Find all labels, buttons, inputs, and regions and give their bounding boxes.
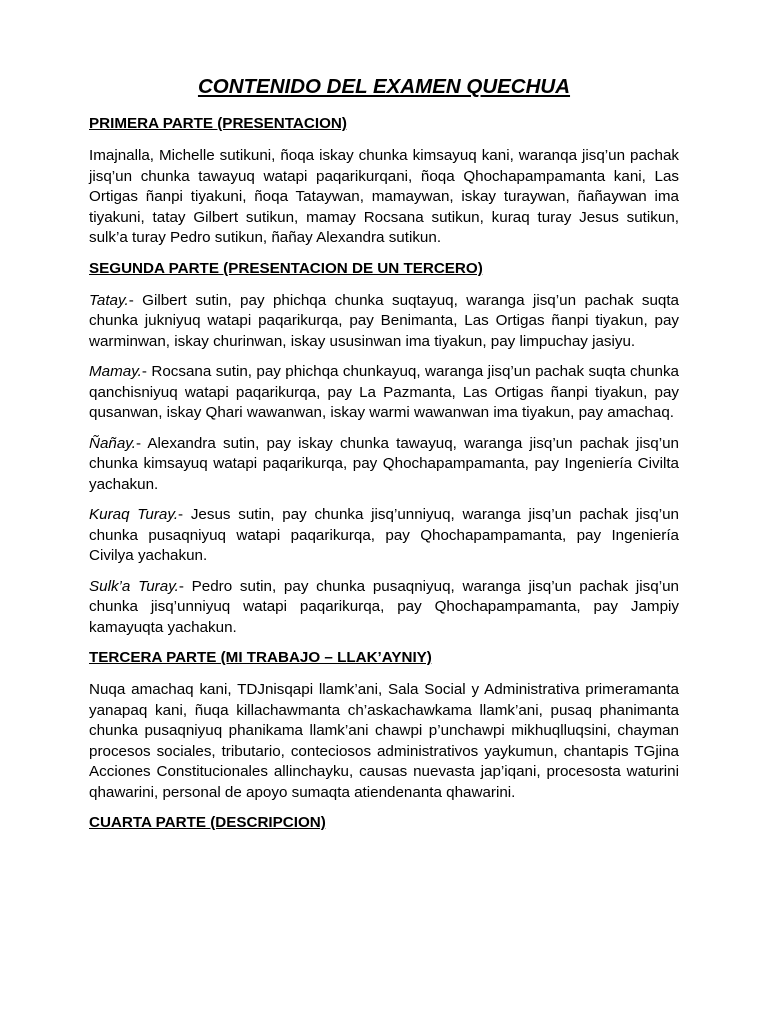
- section-tercera-parte: [89, 648, 679, 803]
- paragraph-label: Tatay.: [89, 291, 129, 309]
- section-heading: SEGUNDA PARTE (PRESENTACION DE UN TERCERO): [89, 259, 483, 277]
- paragraph-text: - Pedro sutin, pay chunka pusaqniyuq, waranga jisq’un pachak jisq’un chunka jisq’unniyuq watapi paqarikurqa, pay Qhochapampamanta, pay Jampiy kamayuqta yachakun.: [89, 577, 679, 636]
- paragraph: [89, 291, 679, 353]
- paragraph-label: Mamay.: [89, 363, 142, 380]
- paragraph-label: Sulk’a Turay.: [89, 577, 179, 595]
- paragraph-text: - Jesus sutin, pay chunka jisq’unniyuq, waranga jisq’un pachak jisq’un chunka pusaqniyuq watapi paqarikurqa, pay Qhochapampamanta, pay Ingeniería Civilya yachakun.: [89, 506, 679, 564]
- section-heading: PRIMERA PARTE (PRESENTACION): [89, 115, 347, 132]
- paragraph-label: Ñañay.: [89, 434, 136, 452]
- document-title: CONTENIDO DEL EXAMEN QUECHUA: [197, 75, 571, 98]
- paragraph-text: - Rocsana sutin, pay phichqa chunkayuq, waranga jisq’un pachak suqta chunka qanchisniyuq watapi paqarikurqa, pay La Pazmanta, Las Ortigas ñanpi tiyakun, pay qusanwan, iskay Qhari wawanwan, iskay warmi wawanwan ima tiyakun, pay amachaq.: [89, 363, 679, 421]
- paragraph-text: - Gilbert sutin, pay phichqa chunka suqtayuq, waranga jisq’un pachak suqta chunka jukniyuq watapi paqarikurqa, pay Benimanta, Las Ortigas ñanpi tiyakun, pay warminwan, iskay churinwan, iskay ususinwan ima tiyakun, pay limpuchay jasiyu.: [89, 291, 679, 350]
- paragraph-label: Kuraq Turay.: [89, 506, 179, 523]
- section-cuarta-parte: [89, 813, 679, 833]
- paragraph-text: - Alexandra sutin, pay iskay chunka tawayuq, waranga jisq’un pachak jisq’un chunka kimsayuq watapi paqarikurqa, pay Qhochapampamanta, pay Ingeniería Civilta yachakun.: [89, 434, 679, 493]
- paragraph-text: Imajnalla, Michelle sutikuni, ñoqa iskay chunka kimsayuq kani, waranqa jisq’un pachak jisq’un chunka tawayuq watapi paqarikurqani, ñoqa Qhochapampamanta kani, Las Ortigas ñanpi tiyakuni, ñoqa Tataywan, mamaywan, iskay turaywan, ñañaywan ima tiyakuni, tatay Gilbert sutikun, mamay Rocsana sutikun, kuraq turay Jesus sutikun, sulk’a turay Pedro sutikun, ñañay Alexandra sutikun.: [89, 147, 679, 246]
- paragraph: [89, 434, 679, 496]
- section-heading: CUARTA PARTE (DESCRIPCION): [89, 814, 326, 831]
- paragraph: [89, 146, 679, 249]
- paragraph: [89, 577, 679, 639]
- section-primera-parte: [89, 114, 679, 249]
- section-heading: TERCERA PARTE (MI TRABAJO – LLAK’AYNIY): [89, 649, 432, 666]
- paragraph: [89, 362, 679, 424]
- paragraph: [89, 680, 679, 803]
- paragraph: [89, 505, 679, 567]
- paragraph-text: Nuqa amachaq kani, TDJnisqapi llamk’ani, Sala Social y Administrativa primeramanta yanapaq kani, ñuqa killachawmanta ch’askachawkama llamk’ani, pusaq phanimanta chunka pusaqniyuq phanikama llamk’ani chawpi p’unchawpi mikhuqlluqsini, chayman procesos sociales, tributario, conteciosos administrativos yaykumun, chantapis TGjina Acciones Constitucionales allinchayku, causas nuevasta jap’iqani, procesosta waturini qhawarini, personal de apoyo sumaqta atiendenanta qhawarini.: [89, 681, 679, 801]
- section-segunda-parte: [89, 259, 679, 639]
